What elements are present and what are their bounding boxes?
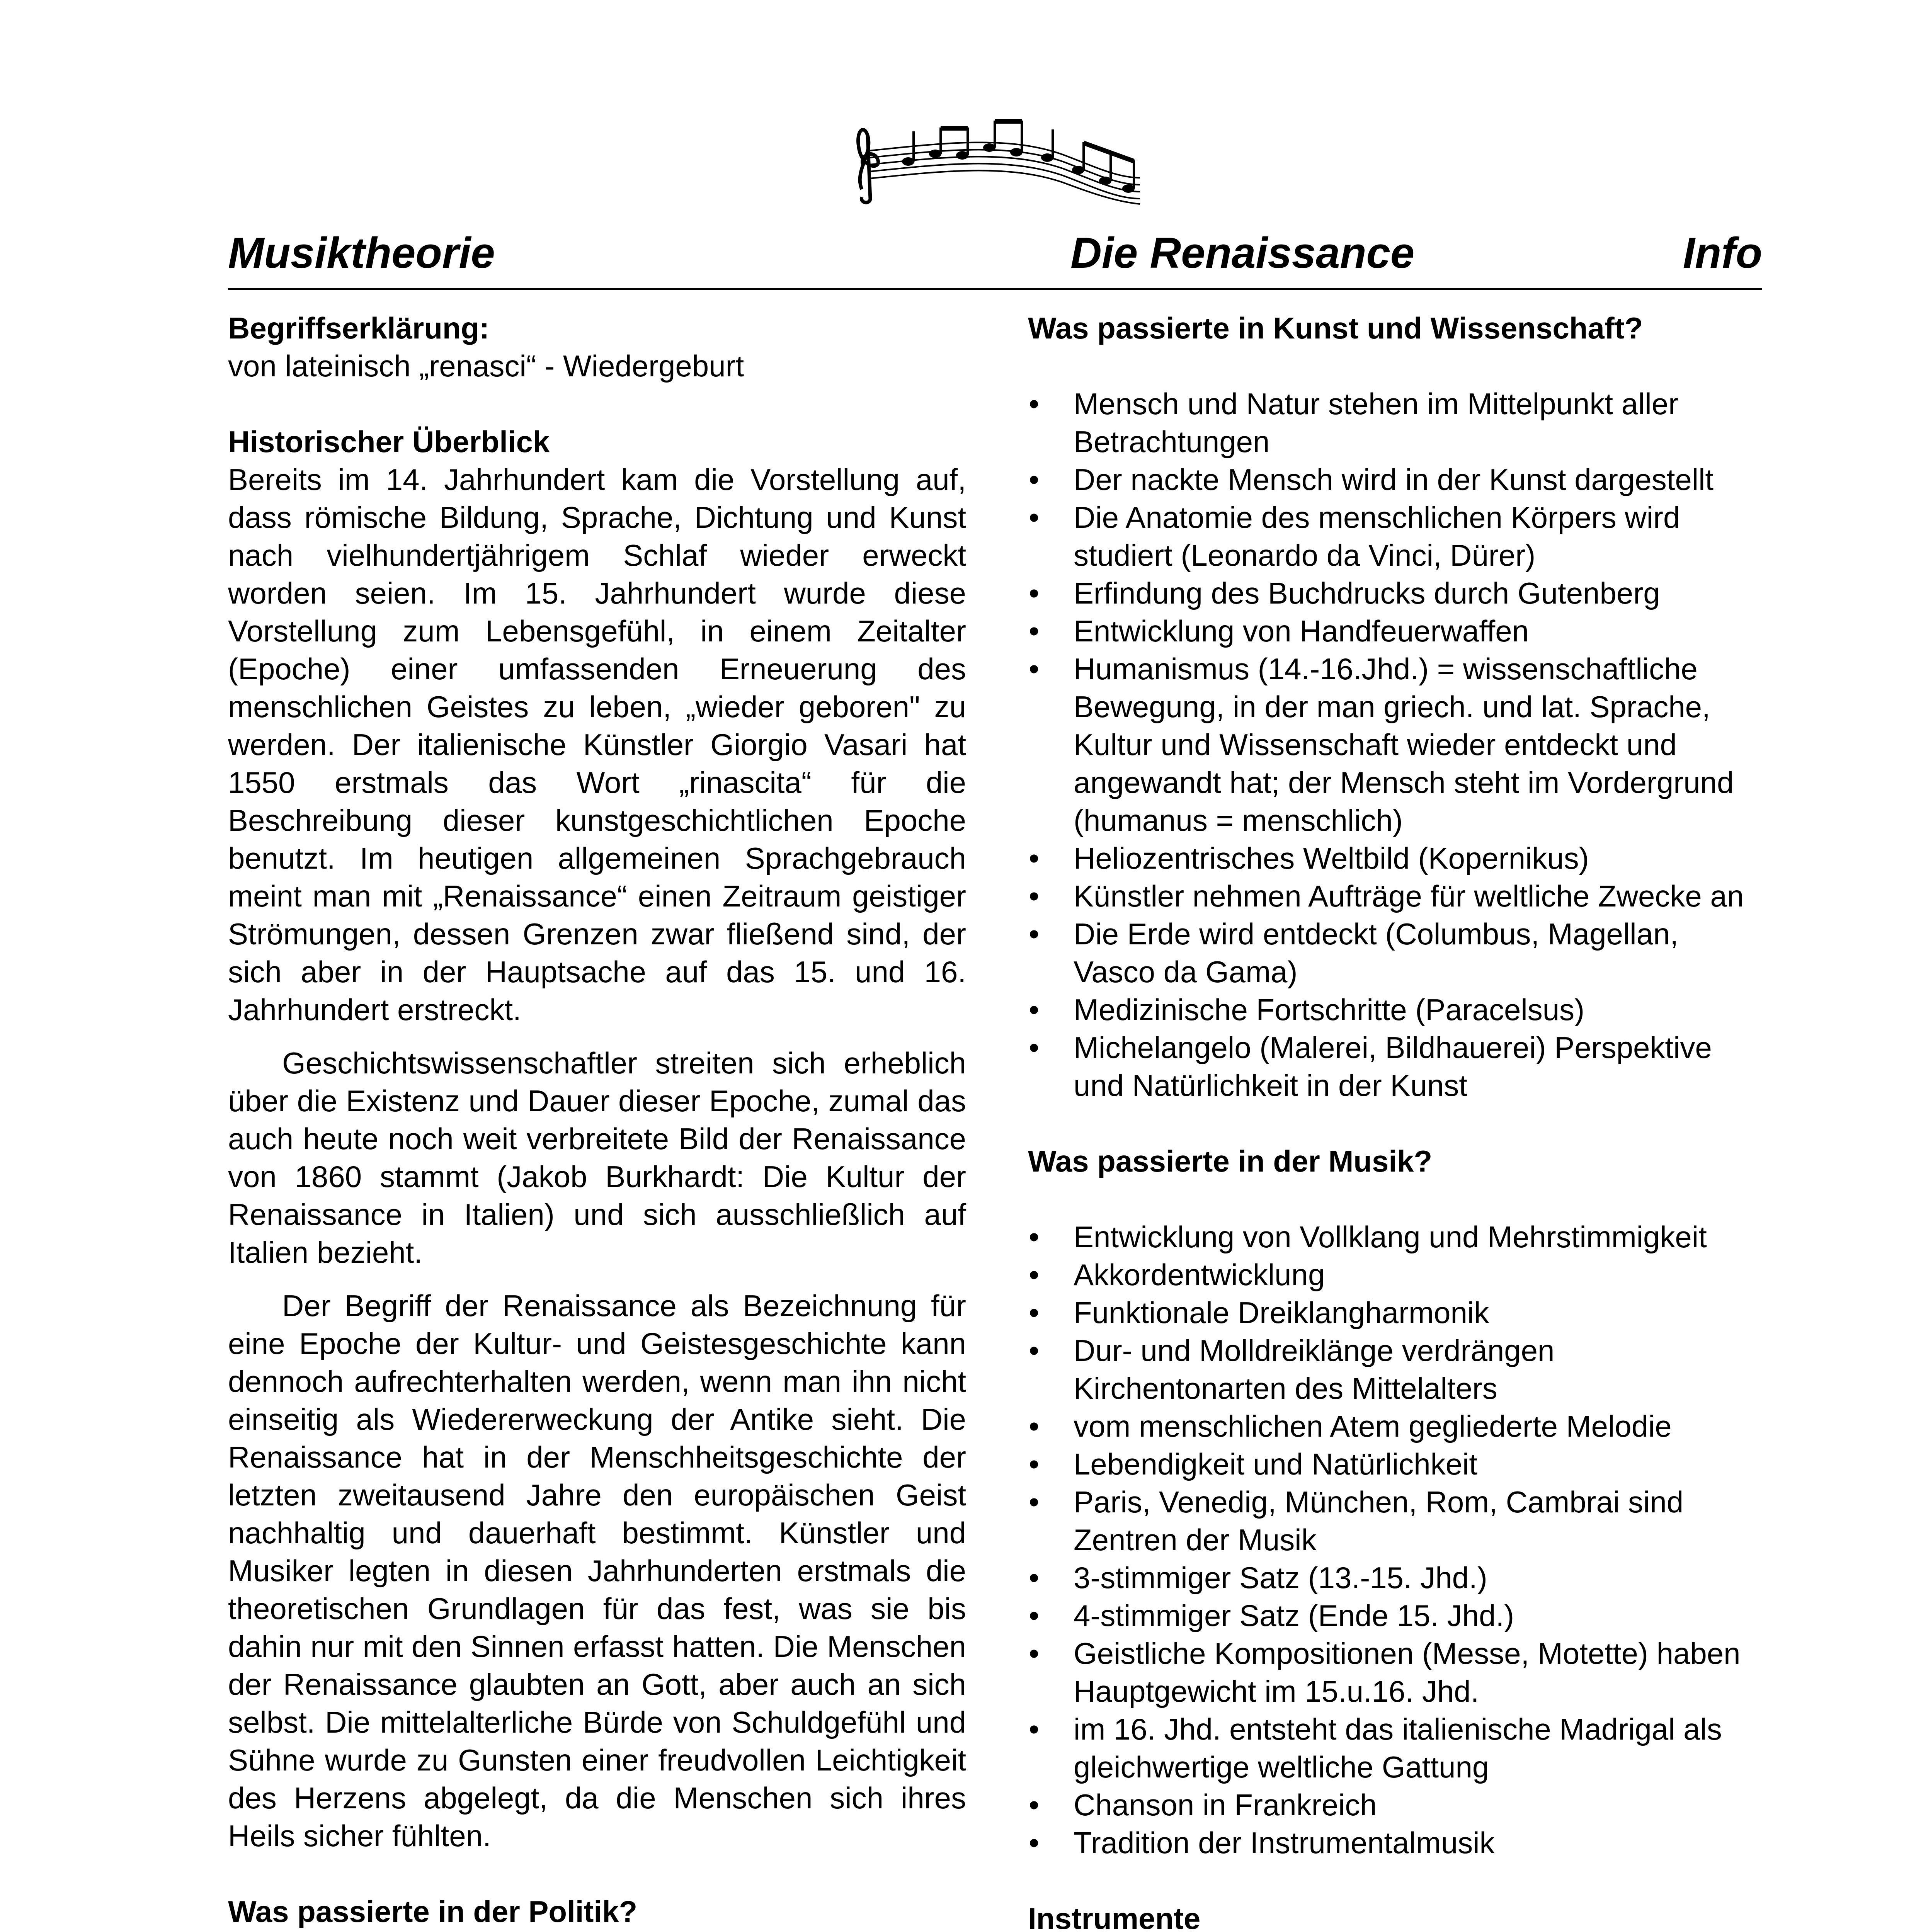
list-item: • Paris, Venedig, München, Rom, Cambrai sind Zentren der Musik [1028,1483,1766,1559]
list-item: • Akkordentwicklung [1028,1256,1766,1294]
politik-heading: Was passierte in der Politik? [228,1895,638,1929]
list-item: • Geistliche Kompositionen (Messe, Motette) haben Hauptgewicht im 15.u.16. Jhd. [1028,1634,1766,1710]
kunst-list [1028,385,1766,1104]
historisch-heading: Historischer Überblick [228,425,550,459]
list-item: • Mensch und Natur stehen im Mittelpunkt aller Betrachtungen [1028,385,1766,461]
list-item: • 4-stimmiger Satz (Ende 15. Jhd.) [1028,1597,1766,1634]
list-item: • Künstler nehmen Aufträge für weltliche Zwecke an [1028,877,1766,915]
list-item: • Funktionale Dreiklangharmonik [1028,1294,1766,1332]
historisch-paragraph-2: Geschichtswissenschaftler streiten sich erheblich über die Existenz und Dauer dieser Epoche, zumal das auch heute noch weit verbreitete Bild der Renaissance von 1860 stammt (Jakob Burkhardt: Die Kultur der Renaissance in Italien) und sich ausschließlich auf Italien bezieht. [228,1046,966,1269]
musik-list [1028,1218,1766,1862]
page-header [228,218,1762,290]
list-item: • Die Anatomie des menschlichen Körpers wird studiert (Leonardo da Vinci, Dürer) [1028,498,1766,574]
right-column [1028,309,1766,1932]
begriff-heading: Begriffserklärung: [228,311,490,345]
list-item: • Tradition der Instrumentalmusik [1028,1824,1766,1862]
kunst-heading: Was passierte in Kunst und Wissenschaft? [1028,311,1643,345]
list-item: • Chanson in Frankreich [1028,1786,1766,1824]
header-type: Info [1683,229,1762,277]
list-item: • Dur- und Molldreiklänge verdrängen Kirchentonarten des Mittelalters [1028,1332,1766,1407]
historisch-paragraph-3: Der Begriff der Renaissance als Bezeichnung für eine Epoche der Kultur- und Geistesgeschichte kann dennoch aufrechterhalten werden, wenn man ihn nicht einseitig als Wiedererweckung der Antike sieht. Die Renaissance hat in der Menschheitsgeschichte der letzten zweitausend Jahre den europäischen Geist nachhaltig und dauerhaft bestimmt. Künstler und Musiker legten in diesen Jahrhunderten erstmals die theoretischen Grundlagen für das fest, was sie bis dahin nur mit den Sinnen erfasst hatten. Die Menschen der Renaissance glaubten an Gott, aber auch an sich selbst. Die mittelalterliche Bürde von Schuldgefühl und Sühne wurde zu Gunsten einer freudvollen Leichtigkeit des Herzens abgelegt, da die Menschen sich ihres Heils sicher fühlten. [228,1289,966,1853]
historisch-paragraph-1: Bereits im 14. Jahrhundert kam die Vorstellung auf, dass römische Bildung, Sprache, Dichtung und Kunst nach vielhundertjährigem Schlaf wieder erweckt worden seien. Im 15. Jahrhundert wurde diese Vorstellung zum Lebensgefühl, in einem Zeitalter (Epoche) einer umfassenden Erneuerung des menschlichen Geistes zu leben, „wieder geboren" zu werden. Der italienische Künstler Giorgio Vasari hat 1550 erstmals das Wort „rinascita“ für die Beschreibung dieser kunstgeschichtlichen Epoche benutzt. Im heutigen allgemeinen Sprachgebrauch meint man mit „Renaissance“ einen Zeitraum geistiger Strömungen, dessen Grenzen zwar fließend sind, der sich aber in der Hauptsache auf das 15. und 16. Jahrhundert erstreckt. [228,463,966,1027]
list-item: • Medizinische Fortschritte (Paracelsus) [1028,991,1766,1029]
musik-heading: Was passierte in der Musik? [1028,1144,1433,1178]
list-item: • 3-stimmiger Satz (13.-15. Jhd.) [1028,1559,1766,1597]
list-item: • Michelangelo (Malerei, Bildhauerei) Perspektive und Natürlichkeit in der Kunst [1028,1029,1766,1104]
header-subject: Musiktheorie [228,229,495,277]
left-column [228,309,966,1932]
list-item: • vom menschlichen Atem gegliederte Melodie [1028,1407,1766,1445]
list-item: • im 16. Jhd. entsteht das italienische Madrigal als gleichwertige weltliche Gattung [1028,1710,1766,1786]
list-item: • Der nackte Mensch wird in der Kunst dargestellt [1028,461,1766,498]
list-item: • Erfindung des Buchdrucks durch Gutenberg [1028,574,1766,612]
instrumente-heading: Instrumente [1028,1901,1201,1932]
list-item: • Lebendigkeit und Natürlichkeit [1028,1445,1766,1483]
list-item: • Heliozentrisches Weltbild (Kopernikus) [1028,839,1766,877]
list-item: • Die Erde wird entdeckt (Columbus, Magellan, Vasco da Gama) [1028,915,1766,991]
header-topic: Die Renaissance [1070,229,1415,277]
list-item: • Humanismus (14.-16.Jhd.) = wissenschaftliche Bewegung, in der man griech. und lat. Sprache, Kultur und Wissenschaft wieder entdeckt und angewandt hat; der Mensch steht im Vordergrund (humanus = menschlich) [1028,650,1766,839]
music-staff-notes-icon [846,112,1148,205]
begriff-text: von lateinisch „renasci“ - Wiedergeburt [228,349,744,383]
list-item: • Entwicklung von Vollklang und Mehrstimmigkeit [1028,1218,1766,1256]
list-item: • Entwicklung von Handfeuerwaffen [1028,612,1766,650]
